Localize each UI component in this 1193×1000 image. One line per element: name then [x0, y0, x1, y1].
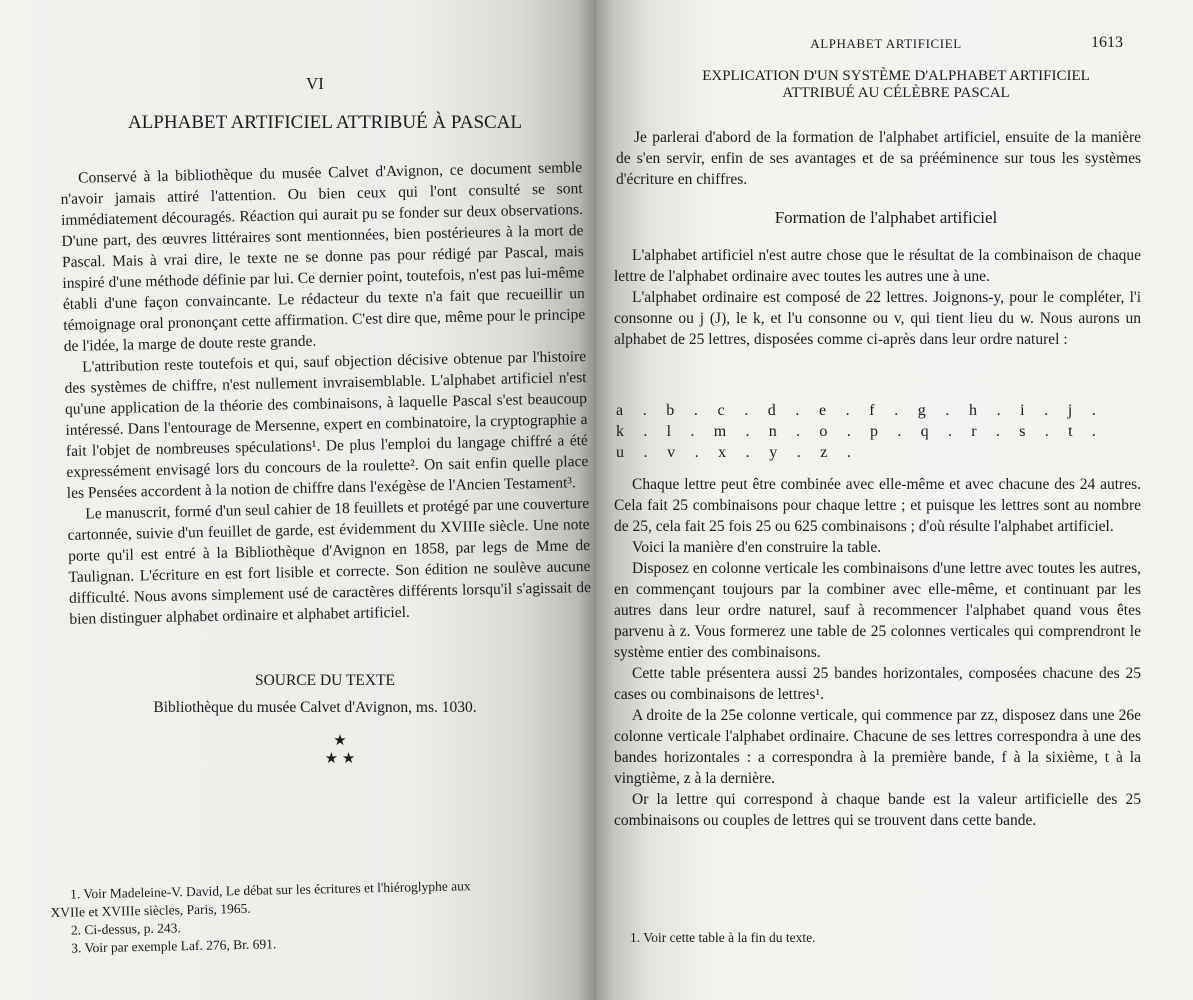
paragraph: A droite de la 25e colonne verticale, qui commence par zz, disposez dans une 26e colonne verticale l'alphabet ordinaire. Chacune de ses lettres correspondra à une des bandes horizontales : a correspondra à la première bande, f à la sixième, t à la vingtième, z à la dernière. — [614, 707, 1141, 787]
section-title — [636, 68, 1156, 102]
section-title-line: EXPLICATION D'UN SYSTÈME D'ALPHABET ARTIFICIEL — [702, 68, 1090, 84]
alphabet-letter: s — [1019, 423, 1026, 440]
right-footnote: 1. Voir cette table à la fin du texte. — [630, 930, 816, 945]
alphabet-dot: . — [995, 423, 1000, 440]
alphabet-dot: . — [996, 402, 1001, 419]
alphabet-dot: . — [643, 444, 648, 461]
alphabet-letter: y — [769, 444, 778, 461]
section-title-line: ATTRIBUÉ AU CÉLÈBRE PASCAL — [782, 85, 1010, 101]
alphabet-dot: . — [1044, 402, 1049, 419]
source-text: Bibliothèque du musée Calvet d'Avignon, ms. 1030. — [153, 699, 477, 716]
alphabet-dot: . — [846, 444, 851, 461]
right-body-text — [614, 245, 1141, 350]
alphabet-dot: . — [1091, 423, 1096, 440]
alphabet-letter: m — [713, 423, 727, 440]
alphabet-letter: c — [717, 402, 725, 419]
footnote: 1. Voir Madeleine-V. David, Le débat sur les écritures et l'hiéroglyphe aux — [70, 878, 471, 902]
alphabet-letter: b — [666, 402, 675, 419]
alphabet-dot: . — [1044, 423, 1049, 440]
asterism-bottom: ★ ★ — [324, 751, 356, 767]
alphabet-dot: . — [693, 402, 698, 419]
alphabet-letter: r — [971, 423, 977, 440]
subsection-heading: Formation de l'alphabet artificiel — [774, 208, 998, 227]
source-heading: SOURCE DU TEXTE — [254, 672, 396, 689]
alphabet-letter: u — [616, 444, 624, 461]
intro-text — [616, 127, 1141, 190]
alphabet-dot: . — [643, 423, 648, 440]
left-body-text — [60, 157, 592, 630]
paragraph: Chaque lettre peut être combinée avec elle-même et avec chacune des 24 autres. Cela fait 25 combinaisons pour chaque lettre ; et puisque les lettres sont au nombre de 25, cela fait 25 fois 25 ou 625 combinaisons ; d'où résulte l'alphabet artificiel. — [614, 476, 1141, 535]
alphabet-letter: l — [666, 423, 672, 440]
paragraph: Disposez en colonne verticale les combinaisons d'une lettre avec toutes les autres, en commençant toujours par la combiner avec elle-même, et continuant par les autres dans leur ordre naturel, sauf à recommencer l'alphabet quand vous êtes parvenu à z. Vous formerez une table de 25 colonnes verticales qui comprendront le système entier des combinaisons. — [614, 560, 1141, 661]
alphabet-row — [616, 421, 1096, 442]
alphabet-letter: t — [1068, 423, 1073, 440]
alphabet-dot: . — [796, 423, 801, 440]
paragraph: L'alphabet artificiel n'est autre chose que le résultat de la combinaison de chaque lettre de l'alphabet ordinaire avec toutes les autres une à une. — [614, 247, 1141, 285]
alphabet-dot: . — [845, 402, 850, 419]
alphabet-dot: . — [796, 444, 801, 461]
alphabet-letter: q — [920, 423, 929, 440]
alphabet-dot: . — [1091, 402, 1096, 419]
alphabet-dot: . — [745, 444, 750, 461]
alphabet-letter: d — [767, 402, 776, 419]
alphabet-table — [616, 400, 1116, 463]
alphabet-letter: g — [917, 402, 926, 419]
left-page — [0, 0, 596, 1000]
paragraph: Je parlerai d'abord de la formation de l'alphabet artificiel, ensuite de la manière de s'en servir, enfin de ses avantages et de sa prééminence sur tous les systèmes d'écriture en chiffres. — [616, 129, 1141, 188]
alphabet-dot: . — [744, 402, 749, 419]
page-number: 1613 — [1091, 34, 1123, 51]
alphabet-dot: . — [897, 423, 902, 440]
footnote: 3. Voir par exemple Laf. 276, Br. 691. — [71, 936, 277, 956]
paragraph: Conservé à la bibliothèque du musée Calvet d'Avignon, ce document semble n'avoir jamais attiré l'attention. Ou bien ceux qui l'ont consulté se sont immédiatement découragés. Réaction qui aurait pu se fonder sur deux observations. D'une part, des œuvres littéraires sont mentionnées, bien postérieures à la mort de Pascal. Mais à vrai dire, le texte ne se donne pas pour rédigé par Pascal, mais inspiré d'une méthode définie par lui. Ce dernier point, toutefois, n'est pas lui-même établi d'une façon convaincante. Le rédacteur du texte n'a fait que recueillir un témoignage oral prononçant cette affirmation. C'est dire que, même pour le principe de l'idée, la marge de doute reste grande. — [60, 159, 586, 355]
alphabet-letter: f — [869, 402, 875, 419]
alphabet-dot: . — [846, 423, 851, 440]
alphabet-letter: h — [968, 402, 977, 419]
paragraph: Le manuscrit, formé d'un seul cahier de 18 feuillets et protégé par une couverture cartonnée, suivie d'un feuillet de garde, est évidemment du XVIIIe siècle. Une note porte qu'il est entré à la Bibliothèque d'Avignon en 1858, par legs de Mme de Taulignan. L'écriture en est fort lisible et correcte. Son édition ne soulève aucune difficulté. Nous avons simplement usé de caractères différents lorsqu'il s'agissait de bien distinguer alphabet ordinaire et alphabet artificiel. — [67, 494, 592, 628]
alphabet-letter: k — [616, 423, 624, 440]
right-page — [596, 0, 1193, 1000]
footnote: 2. Ci-dessus, p. 243. — [70, 920, 181, 938]
alphabet-dot: . — [947, 423, 952, 440]
footnote: XVIIe et XVIIIe siècles, Paris, 1965. — [50, 900, 251, 920]
asterism — [300, 732, 380, 768]
alphabet-row — [616, 400, 1096, 421]
alphabet-dot: . — [642, 402, 647, 419]
alphabet-letter: i — [1020, 402, 1025, 419]
alphabet-letter: z — [820, 444, 828, 461]
asterism-top: ★ — [333, 733, 347, 749]
alphabet-dot: . — [894, 402, 899, 419]
alphabet-dot: . — [795, 402, 800, 419]
paragraph: Or la lettre qui correspond à chaque bande est la valeur artificielle des 25 combinaisons ou couples de lettres qui se trouvent dans cette bande. — [614, 791, 1141, 829]
right-body-text — [614, 474, 1141, 831]
alphabet-letter: p — [870, 423, 879, 440]
paragraph: Voici la manière d'en construire la table. — [632, 539, 882, 556]
alphabet-letter: a — [616, 402, 624, 419]
alphabet-row — [616, 442, 851, 463]
left-footnotes — [50, 875, 591, 958]
alphabet-dot: . — [945, 402, 950, 419]
alphabet-letter: n — [768, 423, 777, 440]
paragraph: L'attribution reste toutefois et qui, sauf objection décisive obtenue par l'histoire des systèmes de chiffre, n'est nullement invraisemblable. L'alphabet artificiel n'est qu'une application de la théorie des combinaisons, à laquelle Pascal s'est beaucoup intéressé. Dans l'entourage de Mersenne, expert en combinatoire, la cryptographie a fait l'objet de nombreuses spéculations¹. De plus l'emploi du langage chiffré a été expressément envisagé lors du concours de la roulette². On sait enfin quelle place les Pensées accordent à la notion de chiffre dans l'exégèse de l'Ancien Testament³. — [64, 348, 589, 502]
chapter-title: ALPHABET ARTIFICIEL ATTRIBUÉ À PASCAL — [127, 112, 523, 133]
alphabet-letter: v — [667, 444, 676, 461]
alphabet-letter: x — [718, 444, 727, 461]
alphabet-dot: . — [745, 423, 750, 440]
alphabet-dot: . — [694, 444, 699, 461]
alphabet-dot: . — [690, 423, 695, 440]
running-head: ALPHABET ARTIFICIEL — [810, 36, 962, 51]
alphabet-letter: o — [819, 423, 828, 440]
alphabet-letter: e — [818, 402, 827, 419]
alphabet-letter: j — [1067, 402, 1073, 419]
paragraph: Cette table présentera aussi 25 bandes horizontales, composées chacune des 25 cases ou combinaisons de lettres¹. — [614, 665, 1141, 703]
chapter-number: VI — [306, 74, 324, 93]
paragraph: L'alphabet ordinaire est composé de 22 lettres. Joignons-y, pour le compléter, l'i consonne ou j (J), le k, et l'u consonne ou v, qui tient lieu du w. Nous aurons un alphabet de 25 lettres, disposées comme ci-après dans leur ordre naturel : — [614, 289, 1141, 348]
